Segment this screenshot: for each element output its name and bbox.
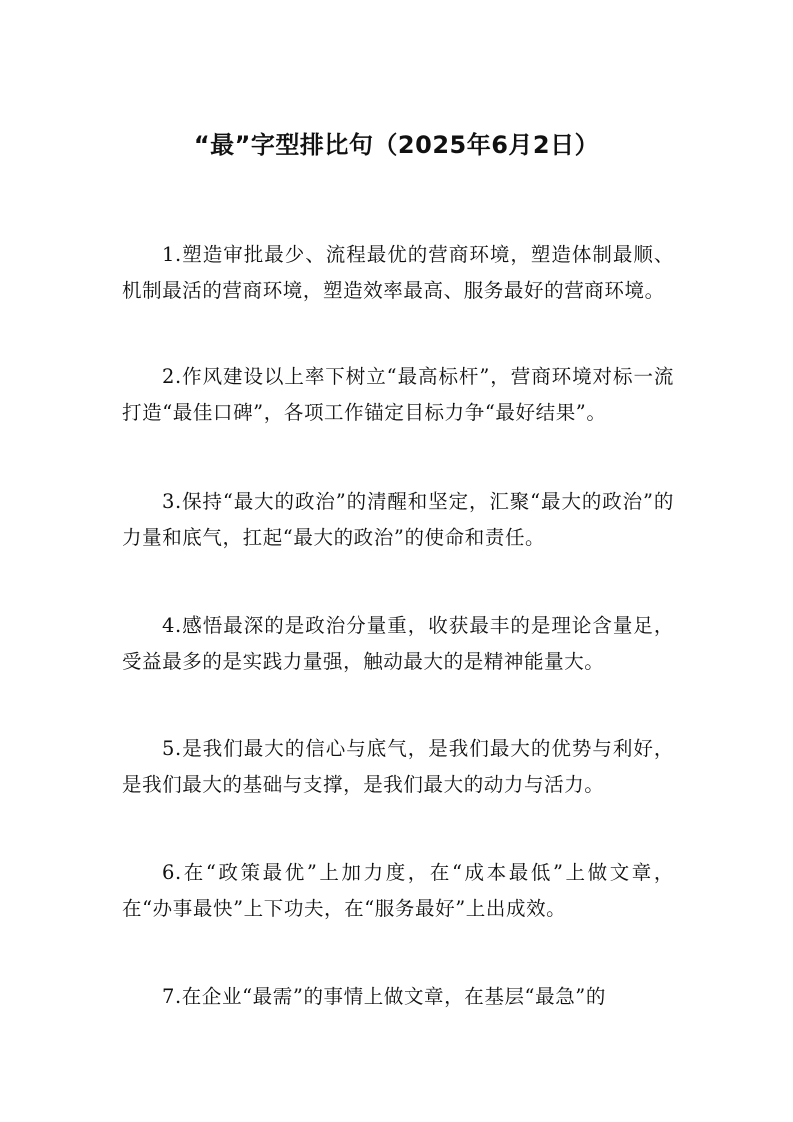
paragraph-7: 7.在企业“最需”的事情上做文章，在基层“最急”的	[162, 985, 606, 1008]
paragraph-1: 1.塑造审批最少、流程最优的营商环境，塑造体制最顺、机制最活的营商环境，塑造效率最高、服务最好的营商环境。	[122, 243, 674, 302]
paragraph-5: 5.是我们最大的信心与底气，是我们最大的优势与利好，是我们最大的基础与支撑，是我们最大的动力与活力。	[122, 737, 674, 796]
document-title: “最”字型排比句（2025年6月2日）	[193, 131, 600, 159]
paragraph-2: 2.作风建设以上率下树立“最高标杆”，营商环境对标一流打造“最佳口碑”，各项工作锚定目标力争“最好结果”。	[122, 365, 674, 424]
paragraph-4: 4.感悟最深的是政治分量重，收获最丰的是理论含量足，受益最多的是实践力量强，触动最大的是精神能量大。	[122, 614, 674, 673]
paragraph-6: 6.在“政策最优”上加力度，在“成本最低”上做文章，在“办事最快”上下功夫，在“服务最好”上出成效。	[122, 861, 674, 920]
paragraph-3: 3.保持“最大的政治”的清醒和坚定，汇聚“最大的政治”的力量和底气，扛起“最大的政治”的使命和责任。	[122, 490, 674, 549]
